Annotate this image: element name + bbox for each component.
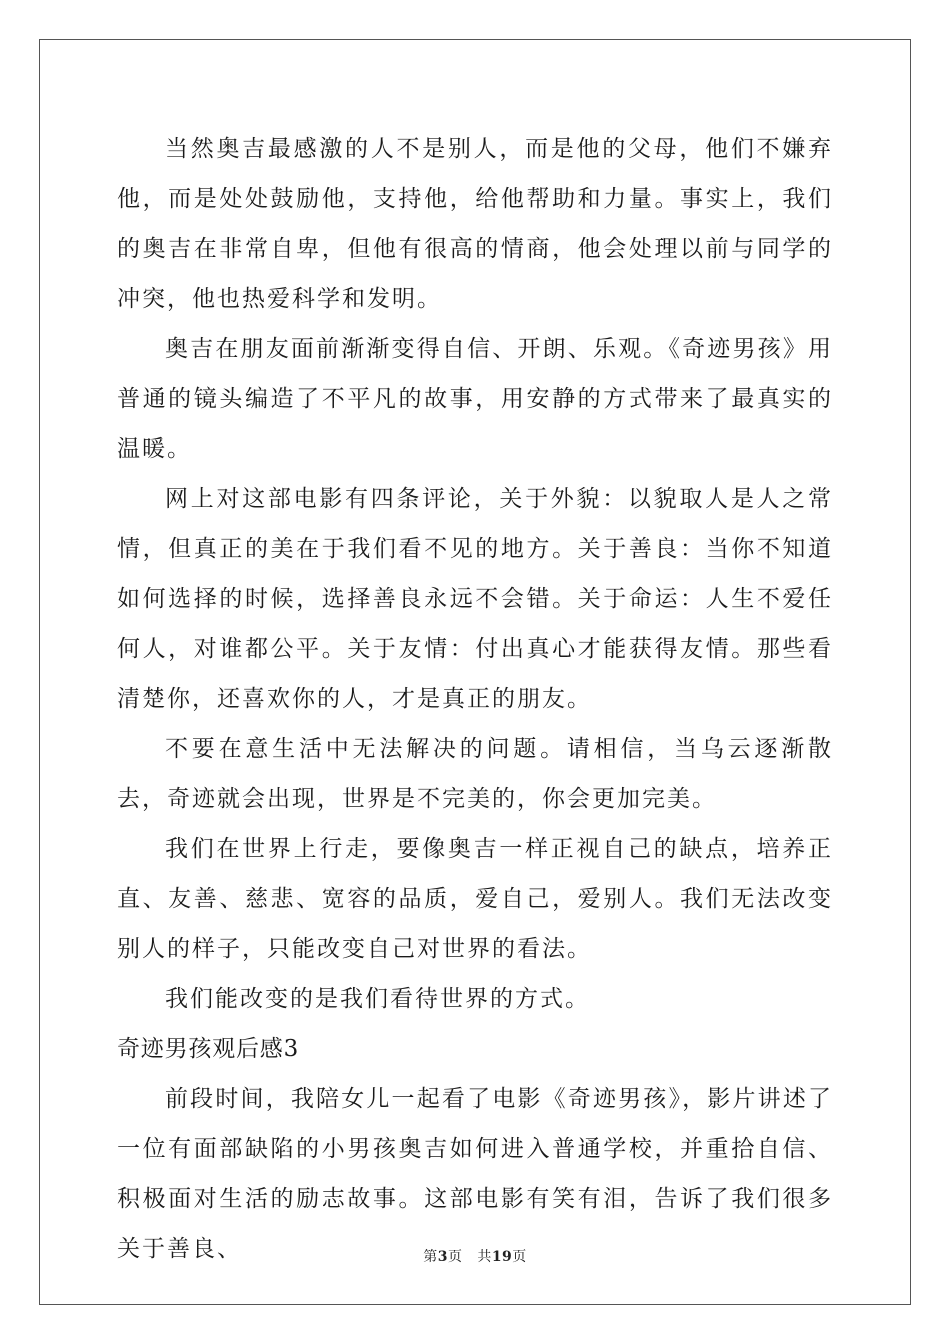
paragraph: 网上对这部电影有四条评论，关于外貌：以貌取人是人之常情，但真正的美在于我们看不见的地方。关于善良：当你不知道如何选择的时候，选择善良永远不会错。关于命运：人生不爱任何人，对谁都公平。关于友情：付出真心才能获得友情。那些看清楚你，还喜欢你的人，才是真正的朋友。 [117,486,833,712]
document-body [117,124,833,1274]
total-pages: 19 [491,1249,513,1265]
page-number: 3 [437,1249,448,1265]
paragraph: 当然奥吉最感激的人不是别人，而是他的父母，他们不嫌弃他，而是处处鼓励他，支持他，给他帮助和力量。事实上，我们的奥吉在非常自卑，但他有很高的情商，他会处理以前与同学的冲突，他也热爱科学和发明。 [117,136,833,312]
total-prefix: 共 [477,1249,492,1265]
paragraph: 我们在世界上行走，要像奥吉一样正视自己的缺点，培养正直、友善、慈悲、宽容的品质，爱自己，爱别人。我们无法改变别人的样子，只能改变自己对世界的看法。 [117,836,833,962]
page-prefix: 第 [423,1249,438,1265]
paragraph: 我们能改变的是我们看待世界的方式。 [165,986,590,1012]
page-footer [0,1246,950,1266]
section-heading: 奇迹男孩观后感3 [117,1036,300,1062]
total-suffix: 页 [512,1249,527,1265]
paragraph: 不要在意生活中无法解决的问题。请相信，当乌云逐渐散去，奇迹就会出现，世界是不完美的，你会更加完美。 [117,736,833,812]
page-suffix: 页 [447,1249,463,1265]
paragraph: 前段时间，我陪女儿一起看了电影《奇迹男孩》，影片讲述了一位有面部缺陷的小男孩奥吉如何进入普通学校，并重拾自信、积极面对生活的励志故事。这部电影有笑有泪，告诉了我们很多关于善良、 [117,1086,833,1262]
paragraph: 奥吉在朋友面前渐渐变得自信、开朗、乐观。《奇迹男孩》用普通的镜头编造了不平凡的故事，用安静的方式带来了最真实的温暖。 [117,336,833,462]
